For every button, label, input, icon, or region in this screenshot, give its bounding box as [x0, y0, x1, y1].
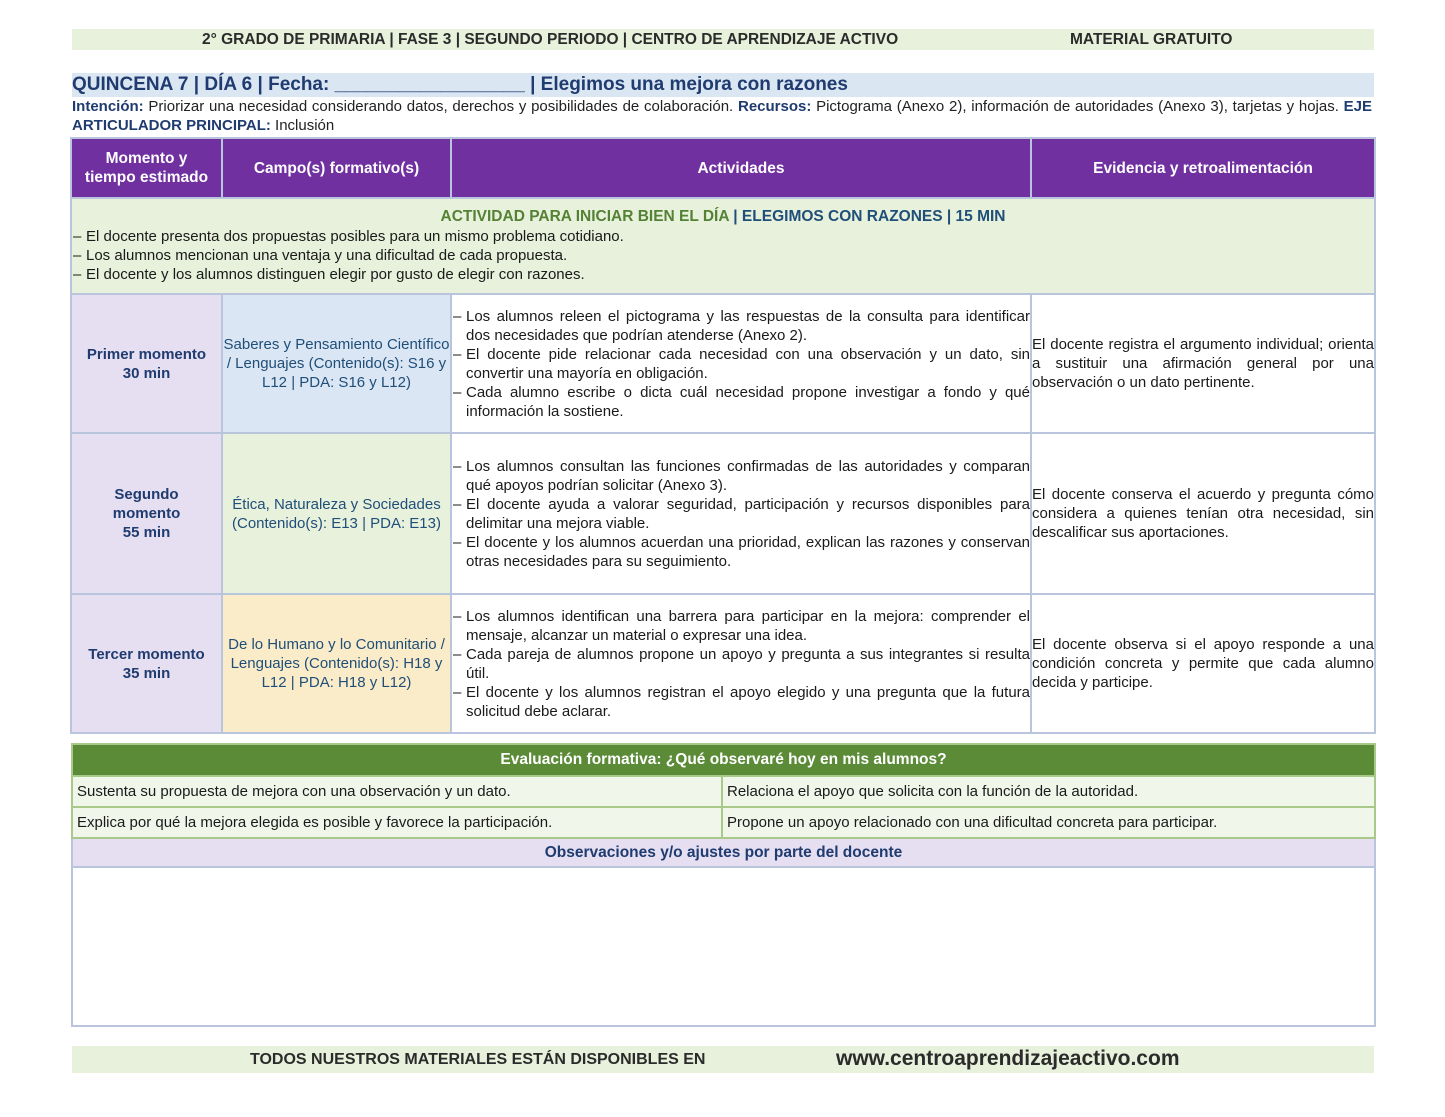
table-header-row [71, 138, 1375, 198]
moment-cell [71, 294, 222, 433]
evaluation-item: Explica por qué la mejora elegida es posible y favorece la participación. [72, 807, 722, 838]
table-row [71, 294, 1375, 433]
activities-list [452, 307, 1030, 421]
evaluation-item: Relaciona el apoyo que solicita con la función de la autoridad. [722, 776, 1375, 807]
activities-cell [451, 433, 1031, 594]
header-evidencia: Evidencia y retroalimentación [1031, 138, 1375, 198]
activities-cell [451, 594, 1031, 733]
start-activity-title-rest: | ELEGIMOS CON RAZONES | 15 MIN [728, 208, 1006, 225]
campo-cell: Saberes y Pensamiento Científico / Lenguajes (Contenido(s): S16 y L12 | PDA: S16 y L12) [222, 294, 451, 433]
list-item: – Cada alumno escribe o dicta cuál necesidad propone investigar a fondo y qué información la sostiene. [452, 383, 1030, 421]
list-item: – El docente pide relacionar cada necesidad con una observación y un dato, sin convertir una mayoría en obligación. [452, 345, 1030, 383]
start-activity-title [72, 208, 1374, 226]
evaluation-item: Propone un apoyo relacionado con una dificultad concreta para participar. [722, 807, 1375, 838]
header-free-material: MATERIAL GRATUITO [1070, 31, 1233, 48]
header-campo: Campo(s) formativo(s) [222, 138, 451, 198]
list-item: – Los alumnos consultan las funciones confirmadas de las autoridades y comparan qué apoyos podrían solicitar (Anexo 3). [452, 457, 1030, 495]
footer-url-link[interactable]: www.centroaprendizajeactivo.com [836, 1047, 1180, 1070]
recursos-text: Pictograma (Anexo 2), información de autoridades (Anexo 3), tarjetas y hojas. [811, 98, 1344, 115]
start-activity-list [72, 227, 1374, 284]
moment-label: Primer momento [86, 345, 207, 363]
evaluation-item: Sustenta su propuesta de mejora con una observación y un dato. [72, 776, 722, 807]
footer-band [72, 1046, 1374, 1073]
start-activity-cell [71, 198, 1375, 294]
moment-time: 55 min [122, 524, 171, 541]
evaluation-title: Evaluación formativa: ¿Qué observaré hoy en mis alumnos? [72, 744, 1375, 776]
evidence-cell: El docente observa si el apoyo responde a una condición concreta y permite que cada alumno decida y participe. [1031, 594, 1375, 733]
activities-list [452, 607, 1030, 721]
eje-text: Inclusión [270, 117, 335, 134]
campo-cell: De lo Humano y lo Comunitario / Lenguajes (Contenido(s): H18 y L12 | PDA: H18 y L12) [222, 594, 451, 733]
moment-cell [71, 433, 222, 594]
list-item: – El docente y los alumnos registran el apoyo elegido y una pregunta que la futura solicitud debe aclarar. [452, 683, 1030, 721]
list-item: – El docente presenta dos propuestas posibles para un mismo problema cotidiano. [72, 227, 1374, 246]
observations-area[interactable] [72, 867, 1375, 1026]
list-item: – El docente y los alumnos acuerdan una prioridad, explican las razones y conservan otras necesidades para su seguimiento. [452, 533, 1030, 571]
intro-paragraph [72, 97, 1372, 135]
moment-time: 35 min [122, 664, 171, 682]
header-momento: Momento y tiempo estimado [71, 138, 222, 198]
list-item: – El docente y los alumnos distinguen elegir por gusto de elegir con razones. [72, 265, 1374, 284]
formative-evaluation-table [71, 743, 1376, 1027]
list-item: – Los alumnos mencionan una ventaja y una dificultad de cada propuesta. [72, 246, 1374, 265]
lesson-plan-table [70, 137, 1376, 734]
moment-label: Segundo momento [112, 486, 181, 522]
start-activity-row [71, 198, 1375, 294]
recursos-label: Recursos: [737, 98, 812, 115]
campo-cell: Ética, Naturaleza y Sociedades (Contenido(s): E13 | PDA: E13) [222, 433, 451, 594]
header-actividades: Actividades [451, 138, 1031, 198]
eje-label: EJE ARTICULADOR PRINCIPAL: [72, 98, 1372, 134]
list-item: – Los alumnos identifican una barrera para participar en la mejora: comprender el mensaje, alcanzar un material o expresar una idea. [452, 607, 1030, 645]
evidence-cell: El docente registra el argumento individual; orienta a sustituir una afirmación general por una observación o un dato pertinente. [1031, 294, 1375, 433]
footer-text: TODOS NUESTROS MATERIALES ESTÁN DISPONIBLES EN [250, 1051, 706, 1068]
intencion-label: Intención: [72, 98, 144, 115]
list-item: – El docente ayuda a valorar seguridad, participación y recursos disponibles para delimitar una mejora viable. [452, 495, 1030, 533]
start-activity-title-green: ACTIVIDAD PARA INICIAR BIEN EL DÍA [440, 208, 729, 225]
header-band [72, 29, 1374, 50]
observations-title: Observaciones y/o ajustes por parte del docente [72, 838, 1375, 867]
moment-label: Tercer momento [88, 645, 205, 663]
moment-cell [71, 594, 222, 733]
intencion-text: Priorizar una necesidad considerando datos, derechos y posibilidades de colaboración. [143, 98, 738, 115]
table-row [71, 594, 1375, 733]
list-item: – Los alumnos releen el pictograma y las respuestas de la consulta para identificar dos necesidades que podrían atenderse (Anexo 2). [452, 307, 1030, 345]
page-title: QUINCENA 7 | DÍA 6 | Fecha: __________________ | Elegimos una mejora con razones [72, 73, 1374, 97]
list-item: – Cada pareja de alumnos propone un apoyo y pregunta a sus integrantes si resulta útil. [452, 645, 1030, 683]
header-grade-info: 2° GRADO DE PRIMARIA | FASE 3 | SEGUNDO PERIODO | CENTRO DE APRENDIZAJE ACTIVO [202, 31, 899, 48]
moment-time: 30 min [122, 364, 171, 382]
activities-list [452, 457, 1030, 571]
evidence-cell: El docente conserva el acuerdo y pregunta cómo considera a quienes tenían otra necesidad, sin descalificar sus aportaciones. [1031, 433, 1375, 594]
activities-cell [451, 294, 1031, 433]
table-row [71, 433, 1375, 594]
